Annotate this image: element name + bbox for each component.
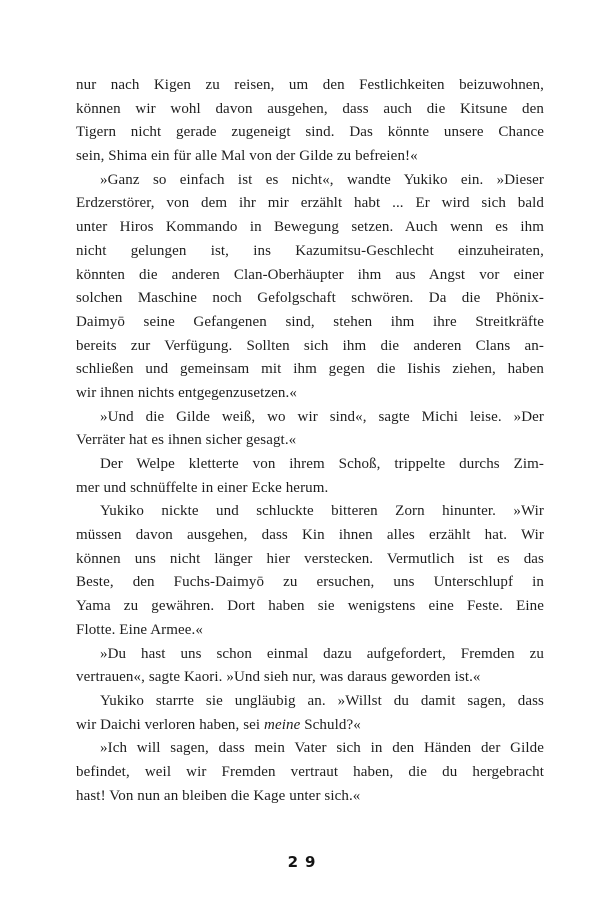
text-line: Tigern nicht gerade zugeneigt sind. Das könnte unsere Chance xyxy=(76,124,544,141)
text-line: wir Daichi verloren haben, sei meine Schuld?« xyxy=(76,716,361,733)
text-line: »Du hast uns schon einmal dazu aufgefordert, Fremden zu xyxy=(100,645,544,662)
text-line: Yukiko starrte sie ungläubig an. »Willst du damit sagen, dass xyxy=(100,692,544,709)
text-line: könnten die anderen Clan-Oberhäupter ihm aus Angst vor einer xyxy=(76,266,544,283)
text-line: »Ganz so einfach ist es nicht«, wandte Yukiko ein. »Dieser xyxy=(100,171,544,188)
text-line: solchen Maschine noch Gefolgschaft schwören. Da die Phönix- xyxy=(76,290,544,307)
text-line: schließen und gemeinsam mit ihm gegen die Iishis ziehen, haben xyxy=(76,361,544,378)
text-line: bereits zur Verfügung. Sollten sich ihm die anderen Clans an- xyxy=(76,337,544,354)
page-number: 29 xyxy=(287,853,323,871)
text-line: Daimyō seine Gefangenen sind, stehen ihm ihre Streitkräfte xyxy=(76,313,544,330)
text-line: Erdzerstörer, von dem ihr mir erzählt habt ... Er wird sich bald xyxy=(76,195,544,212)
text-line: unter Hiros Kommando in Bewegung setzen. Auch wenn es ihm xyxy=(76,219,544,236)
text-line: nicht gelungen ist, ins Kazumitsu-Geschlecht einzuheiraten, xyxy=(76,242,544,259)
text-line: mer und schnüffelte in einer Ecke herum. xyxy=(76,479,329,496)
text-line: Flotte. Eine Armee.« xyxy=(76,621,203,638)
text-line: müssen davon ausgehen, dass Kin ihnen alles erzählt hat. Wir xyxy=(76,527,544,544)
text-line: »Ich will sagen, dass mein Vater sich in den Händen der Gilde xyxy=(100,740,544,757)
text-line: Yukiko nickte und schluckte bitteren Zorn hinunter. »Wir xyxy=(100,503,544,520)
text-line: »Und die Gilde weiß, wo wir sind«, sagte Michi leise. »Der xyxy=(100,408,544,425)
text-line: Yama zu gewähren. Dort haben sie wenigstens eine Feste. Eine xyxy=(76,598,544,615)
page-text xyxy=(76,74,544,808)
text-line: hast! Von nun an bleiben die Kage unter sich.« xyxy=(76,787,361,804)
text-line: Beste, den Fuchs-Daimyō zu ersuchen, uns Unterschlupf in xyxy=(76,574,544,591)
text-line: können wir wohl davon ausgehen, dass auch die Kitsune den xyxy=(76,100,544,117)
text-line: befindet, weil wir Fremden vertraut haben, die du hergebracht xyxy=(76,763,544,780)
text-line: vertrauen«, sagte Kaori. »Und sieh nur, was daraus geworden ist.« xyxy=(76,669,481,686)
text-line: Verräter hat es ihnen sicher gesagt.« xyxy=(76,432,297,449)
text-line: wir ihnen nichts entgegenzusetzen.« xyxy=(76,384,297,401)
text-line: sein, Shima ein für alle Mal von der Gilde zu befreien!« xyxy=(76,148,418,165)
text-line: nur nach Kigen zu reisen, um den Festlichkeiten beizuwohnen, xyxy=(76,77,544,93)
text-line: können uns nicht länger hier verstecken. Vermutlich ist es das xyxy=(76,550,544,567)
text-line: Der Welpe kletterte von ihrem Schoß, trippelte durchs Zim- xyxy=(100,456,544,472)
